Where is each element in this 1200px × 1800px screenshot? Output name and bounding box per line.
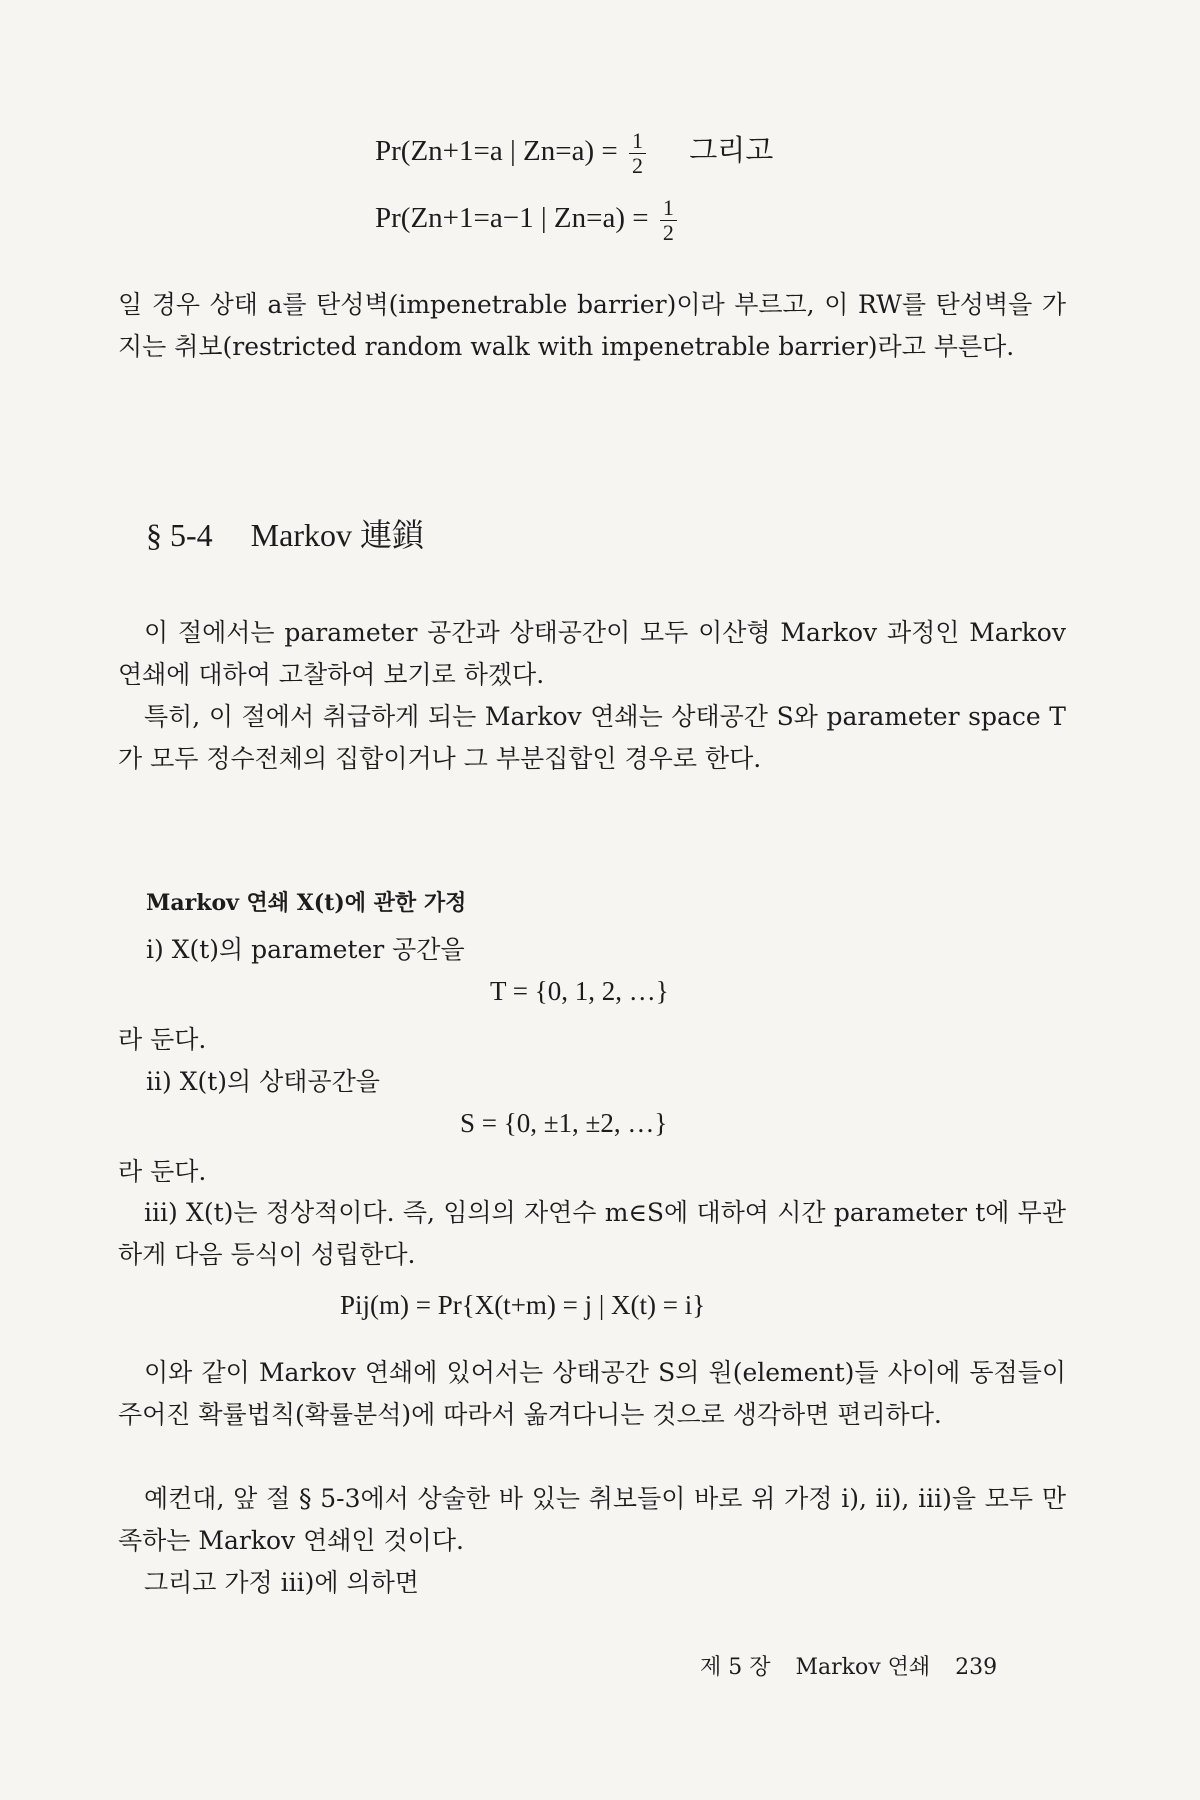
assumption-i: i) X(t)의 parameter 공간을 bbox=[146, 935, 465, 964]
closing-paragraph-1: 이와 같이 Markov 연쇄에 있어서는 상태공간 S의 원(element)들 사이에 동점들이 주어진 확률법칙(확률분석)에 따라서 옮겨다니는 것으로 생각하면 편리하다. bbox=[118, 1358, 1066, 1429]
intro-paragraph: 일 경우 상태 a를 탄성벽(impenetrable barrier)이라 부르고, 이 RW를 탄성벽을 가지는 취보(restricted random walk with impenetrable barrier)라고 부른다. bbox=[118, 290, 1066, 361]
equation-2 bbox=[375, 196, 677, 245]
equation-1-lhs: Pr(Zn+1=a | Zn=a) = bbox=[375, 135, 618, 167]
fraction-one-half bbox=[629, 129, 646, 178]
fraction-denominator: 2 bbox=[662, 220, 674, 245]
page-number: 239 bbox=[955, 1655, 998, 1680]
equation-2-lhs: Pr(Zn+1=a−1 | Zn=a) = bbox=[375, 202, 649, 235]
footer-title: Markov 연쇄 bbox=[795, 1655, 931, 1680]
assumption-i-tail: 라 둔다. bbox=[118, 1025, 207, 1054]
section-number: § 5-4 bbox=[146, 517, 213, 553]
fraction-denominator: 2 bbox=[632, 152, 643, 178]
footer-chapter: 제 5 장 bbox=[700, 1655, 771, 1680]
set-S: S = {0, ±1, ±2, …} bbox=[460, 1108, 668, 1138]
assumption-ii: ii) X(t)의 상태공간을 bbox=[146, 1067, 380, 1096]
assumption-iii: iii) X(t)는 정상적이다. 즉, 임의의 자연수 m∈S에 대하여 시간 parameter t에 무관하게 다음 등식이 성립한다. bbox=[118, 1198, 1066, 1269]
set-T: T = {0, 1, 2, …} bbox=[490, 976, 669, 1006]
equation-1-suffix: 그리고 bbox=[689, 135, 774, 167]
section-heading bbox=[146, 510, 424, 556]
closing-paragraph-3: 그리고 가정 iii)에 의하면 bbox=[144, 1568, 419, 1597]
section-paragraph-1: 이 절에서는 parameter 공간과 상태공간이 모두 이산형 Markov 과정인 Markov 연쇄에 대하여 고찰하여 보기로 하겠다. bbox=[118, 618, 1066, 689]
fraction-numerator: 1 bbox=[629, 129, 646, 154]
fraction-numerator: 1 bbox=[660, 196, 677, 221]
section-paragraph-2: 특히, 이 절에서 취급하게 되는 Markov 연쇄는 상태공간 S와 parameter space T가 모두 정수전체의 집합이거나 그 부분집합인 경우로 한다. bbox=[118, 702, 1066, 773]
assumptions-heading: Markov 연쇄 X(t)에 관한 가정 bbox=[146, 890, 467, 916]
transition-probability-equation: Pij(m) = Pr{X(t+m) = j | X(t) = i} bbox=[340, 1290, 706, 1320]
page-footer bbox=[700, 1650, 1015, 1681]
fraction-one-half bbox=[660, 196, 677, 245]
section-title: Markov 連鎖 bbox=[250, 517, 424, 553]
assumption-ii-tail: 라 둔다. bbox=[118, 1157, 207, 1186]
closing-paragraph-2: 예컨대, 앞 절 § 5-3에서 상술한 바 있는 취보들이 바로 위 가정 i), ii), iii)을 모두 만족하는 Markov 연쇄인 것이다. bbox=[118, 1484, 1066, 1555]
equation-1 bbox=[375, 128, 773, 178]
